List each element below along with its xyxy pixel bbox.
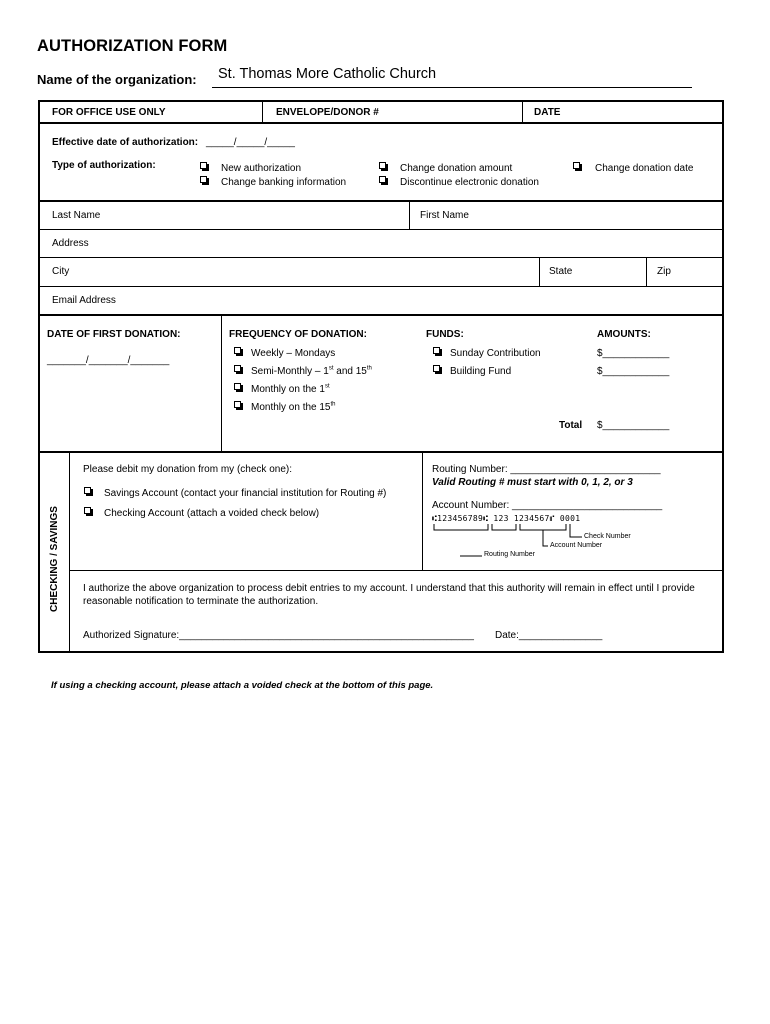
new-authorization-checkbox[interactable] — [200, 162, 207, 169]
check-number-callout: Check Number — [584, 533, 631, 540]
checking-savings-side-label: CHECKING / SAVINGS — [49, 506, 60, 612]
monthly-1st-checkbox[interactable] — [234, 383, 241, 390]
divider — [40, 257, 722, 258]
authorized-signature-field[interactable]: Authorized Signature:_____________________________________________________ — [83, 630, 474, 641]
signature-date-field[interactable]: Date:_______________ — [495, 630, 603, 641]
change-date-label: Change donation date — [595, 163, 694, 174]
account-number-field[interactable]: Account Number: ___________________________ — [432, 500, 663, 511]
effective-date-label: Effective date of authorization: — [52, 137, 199, 148]
weekly-checkbox[interactable] — [234, 347, 241, 354]
divider — [40, 200, 722, 202]
routing-number-callout: Routing Number — [484, 551, 535, 558]
total-amount-field[interactable]: $____________ — [597, 420, 670, 431]
divider — [539, 258, 540, 286]
divider — [221, 315, 222, 451]
divider — [262, 102, 263, 122]
divider — [646, 258, 647, 286]
amounts-header: AMOUNTS: — [597, 329, 651, 340]
footnote: If using a checking account, please attach a voided check at the bottom of this page. — [51, 680, 434, 691]
sample-check-micr-line: ⑆123456789⑆ 123 1234567⑈ 0001 — [432, 514, 581, 523]
divider — [40, 314, 722, 316]
first-donation-header: DATE OF FIRST DONATION: — [47, 329, 181, 340]
funds-header: FUNDS: — [426, 329, 464, 340]
divider — [409, 201, 410, 229]
building-amount-field[interactable]: $____________ — [597, 366, 670, 377]
semi-monthly-checkbox[interactable] — [234, 365, 241, 372]
checking-account-label: Checking Account (attach a voided check below) — [104, 508, 320, 519]
monthly-15th-checkbox[interactable] — [234, 401, 241, 408]
change-banking-label: Change banking information — [221, 177, 347, 188]
divider — [40, 286, 722, 287]
sunday-contribution-label: Sunday Contribution — [450, 348, 541, 359]
change-amount-label: Change donation amount — [400, 163, 513, 174]
debit-instruction: Please debit my donation from my (check one): — [83, 464, 292, 475]
divider — [40, 122, 722, 124]
form-title: AUTHORIZATION FORM — [37, 37, 228, 55]
divider — [69, 452, 70, 653]
savings-account-checkbox[interactable] — [84, 487, 91, 494]
semi-monthly-label: Semi-Monthly – 1st and 15th — [251, 365, 372, 377]
divider — [69, 570, 722, 571]
new-authorization-label: New authorization — [221, 163, 302, 174]
discontinue-label: Discontinue electronic donation — [400, 177, 539, 188]
monthly-15th-label: Monthly on the 15th — [251, 401, 336, 413]
building-fund-checkbox[interactable] — [433, 365, 440, 372]
address-field[interactable]: Address — [52, 238, 89, 249]
discontinue-checkbox[interactable] — [379, 176, 386, 183]
date-label: DATE — [534, 107, 561, 118]
monthly-1st-label: Monthly on the 1st — [251, 383, 330, 395]
divider — [40, 451, 722, 453]
organization-label: Name of the organization: — [37, 72, 197, 87]
divider — [422, 452, 423, 570]
weekly-label: Weekly – Mondays — [251, 348, 336, 359]
envelope-donor-label: ENVELOPE/DONOR # — [276, 107, 379, 118]
organization-name-field[interactable]: St. Thomas More Catholic Church — [218, 66, 437, 82]
first-donation-date-field[interactable]: _______/_______/_______ — [47, 355, 170, 366]
total-label: Total — [559, 420, 583, 431]
authorization-statement-line2: reasonable notification to terminate the authorization. — [83, 596, 319, 607]
type-of-authorization-label: Type of authorization: — [52, 160, 156, 171]
divider — [40, 229, 722, 230]
email-field[interactable]: Email Address — [52, 295, 116, 306]
organization-underline — [212, 87, 692, 88]
authorization-form-table — [38, 100, 724, 653]
first-name-field[interactable]: First Name — [420, 210, 469, 221]
sunday-amount-field[interactable]: $____________ — [597, 348, 670, 359]
routing-number-note: Valid Routing # must start with 0, 1, 2, or 3 — [432, 477, 633, 488]
savings-account-label: Savings Account (contact your financial institution for Routing #) — [104, 488, 387, 499]
effective-date-field[interactable]: _____/_____/_____ — [206, 137, 295, 148]
zip-field[interactable]: Zip — [657, 266, 671, 277]
change-date-checkbox[interactable] — [573, 162, 580, 169]
state-field[interactable]: State — [549, 266, 573, 277]
authorization-statement-line1: I authorize the above organization to process debit entries to my account. I understand that this authority will remain in effect until I provide — [83, 583, 695, 594]
organization-row — [37, 66, 692, 90]
city-field[interactable]: City — [52, 266, 70, 277]
office-use-label: FOR OFFICE USE ONLY — [52, 107, 166, 118]
frequency-header: FREQUENCY OF DONATION: — [229, 329, 367, 340]
divider — [522, 102, 523, 122]
account-number-callout: Account Number — [550, 542, 603, 549]
last-name-field[interactable]: Last Name — [52, 210, 101, 221]
sunday-contribution-checkbox[interactable] — [433, 347, 440, 354]
change-amount-checkbox[interactable] — [379, 162, 386, 169]
building-fund-label: Building Fund — [450, 366, 512, 377]
routing-number-field[interactable]: Routing Number: ___________________________ — [432, 464, 661, 475]
checking-account-checkbox[interactable] — [84, 507, 91, 514]
change-banking-checkbox[interactable] — [200, 176, 207, 183]
